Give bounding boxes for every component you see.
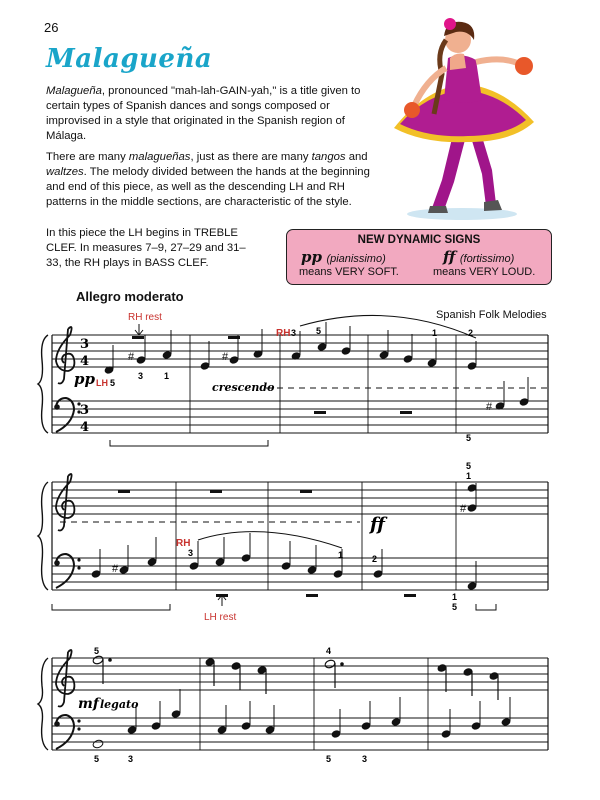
rh-rest-label: RH rest	[128, 312, 162, 323]
para2-text-1: There are many	[46, 151, 129, 163]
svg-text:#: #	[222, 351, 229, 363]
intro-term: Malagueña	[46, 85, 102, 97]
fingering: 2	[468, 328, 474, 338]
bass-clef-icon	[54, 398, 80, 432]
pp-meaning: means VERY SOFT.	[299, 266, 399, 278]
para2-text-3: and	[345, 151, 368, 163]
time-signature-bass-top: 3	[80, 403, 90, 418]
intro-text: , pronounced "mah-lah-GAIN-yah," is a title given to certain types of Spanish dances and songs composed or improvised in a style that originated in the Spanish region of Málaga.	[46, 85, 361, 142]
fingering: 5	[466, 433, 472, 443]
bracket	[52, 604, 170, 610]
rh-label: RH	[176, 538, 191, 549]
fingering: 3	[188, 548, 194, 558]
svg-text:#: #	[486, 401, 493, 413]
fingering: 3	[138, 371, 144, 381]
bass-clef-icon	[54, 715, 80, 749]
lh-label: LH	[96, 378, 108, 388]
fingering: 1	[466, 471, 472, 481]
fingering: 3	[291, 328, 297, 338]
fingering: 5	[452, 602, 458, 612]
para2-term-malaguenas: malagueñas	[128, 151, 191, 163]
tempo-marking: Allegro moderato	[76, 289, 184, 304]
system-2	[52, 482, 548, 590]
svg-text:#: #	[112, 563, 119, 575]
page-title: Malagueña	[46, 44, 213, 74]
crescendo-marking: crescendo	[212, 381, 275, 394]
fingering: 5	[316, 326, 322, 336]
fingering: 1	[432, 328, 438, 338]
fingering: 3	[128, 754, 134, 764]
pp-symbol: pp	[301, 248, 322, 266]
para2-term-tangos: tangos	[311, 151, 346, 163]
fingering: 4	[326, 646, 332, 656]
fingering: 5	[94, 754, 100, 764]
bracket	[476, 604, 496, 610]
grand-staff-brace-1	[38, 335, 48, 433]
ff-meaning: means VERY LOUD.	[433, 266, 536, 278]
treble-clef-icon	[56, 327, 74, 384]
grand-staff-brace-2	[38, 482, 48, 590]
fingering: 3	[362, 754, 368, 764]
measure-3-notes	[291, 322, 529, 413]
legato-marking: legato	[100, 698, 139, 711]
svg-text:#: #	[128, 351, 135, 363]
bracket	[110, 440, 268, 446]
para2-term-waltzes: waltzes	[46, 166, 84, 178]
ff-symbol: ff	[443, 248, 456, 266]
fingering: 2	[372, 554, 378, 564]
fingering: 5	[326, 754, 332, 764]
bass-clef-icon	[54, 554, 80, 588]
composer-credit: Spanish Folk Melodies	[436, 309, 547, 321]
treble-clef-icon	[56, 650, 74, 707]
time-signature-bottom: 4	[80, 354, 90, 369]
mf-dynamic: mf	[78, 696, 99, 712]
whole-rest	[132, 336, 144, 339]
fingering: 5	[110, 378, 116, 388]
fingering: 1	[164, 371, 170, 381]
dynamic-signs-title: NEW DYNAMIC SIGNS	[357, 234, 481, 246]
pp-dynamic: pp	[74, 370, 95, 388]
ff-dynamic: ff	[370, 514, 385, 535]
phrase-slur	[198, 532, 342, 548]
ff-name: (fortissimo)	[459, 253, 515, 265]
measure-notes-system-3	[92, 655, 499, 700]
svg-text:#: #	[460, 503, 467, 515]
time-signature-bass-bottom: 4	[80, 420, 90, 435]
bass-chords-system-3	[92, 689, 511, 749]
clef-paragraph: In this piece the LH begins in TREBLE CLEF. In measures 7–9, 27–29 and 31–33, the RH plays in BASS CLEF.	[46, 227, 246, 269]
pp-name: (pianissimo)	[326, 253, 386, 265]
fingering: 1	[338, 550, 344, 560]
page-number: 26	[44, 20, 59, 35]
grand-staff-brace-3	[38, 658, 48, 750]
rh-rest-arrow-icon	[135, 324, 143, 335]
fingering: 1	[452, 592, 458, 602]
para2-text-2: , just as there are many	[190, 151, 312, 163]
rh-label: RH	[276, 328, 291, 339]
para2-text-4: . The melody divided between the hands at the beginning and end of this piece, as well as the descending LH and RH patterns in the middle sections, are characteristic of the style.	[46, 166, 370, 208]
fingering: 5	[466, 461, 472, 471]
time-signature-top: 3	[80, 337, 90, 352]
lh-rest-label: LH rest	[204, 612, 237, 623]
fingering: 5	[94, 646, 100, 656]
